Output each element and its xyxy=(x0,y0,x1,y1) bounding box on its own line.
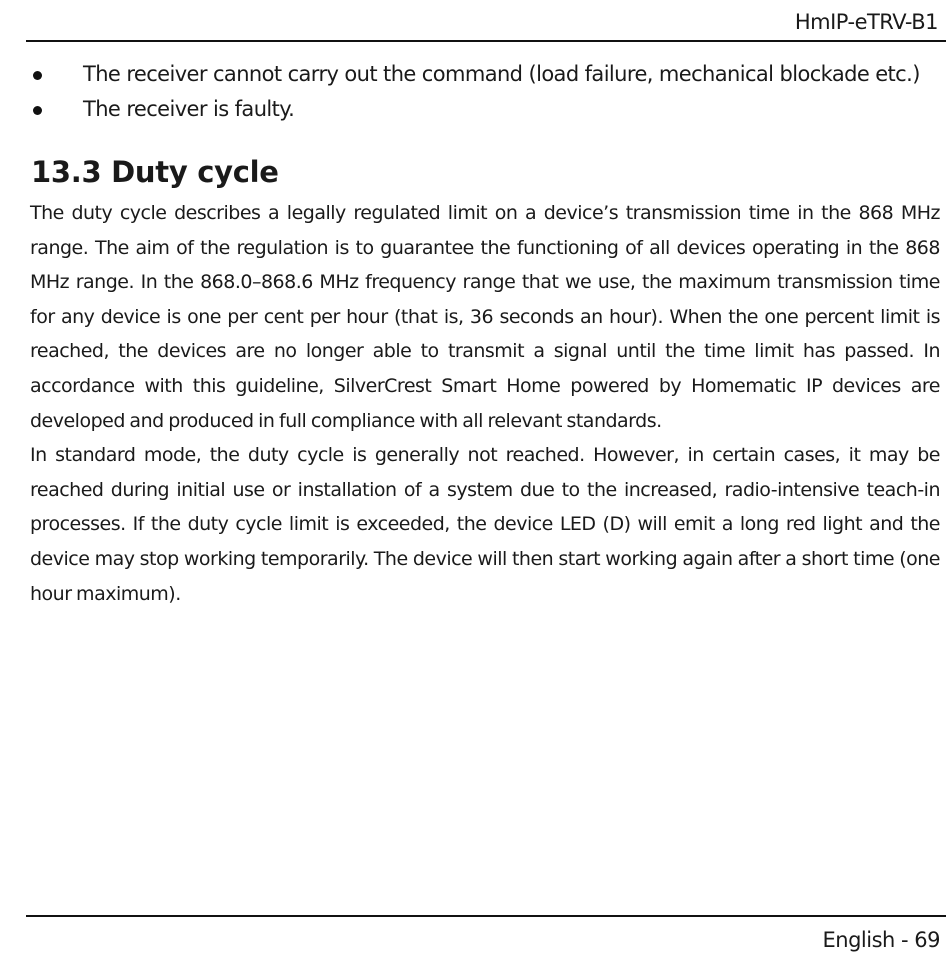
bullet-icon xyxy=(33,106,42,115)
bullet-list xyxy=(30,57,942,127)
list-item xyxy=(30,92,942,127)
footer-divider xyxy=(26,915,946,917)
list-item-text: The receiver is faulty. xyxy=(83,97,295,121)
section-heading: 13.3 Duty cycle xyxy=(31,155,279,189)
header-model-code: HmIP-eTRV-B1 xyxy=(794,10,938,34)
list-item xyxy=(30,57,942,92)
list-item-text: The receiver cannot carry out the command (load failure, mechanical blockade etc.) xyxy=(83,62,920,86)
bullet-icon xyxy=(33,71,42,80)
header-divider xyxy=(26,40,946,42)
paragraph: In standard mode, the duty cycle is generally not reached. However, in certain cases, it may be reached during initial use or installation of a system due to the increased, radio-intensive teach-in processes. If the duty cycle limit is exceeded, the device LED (D) will emit a long red light and the device may stop working temporarily. The device will then start working again after a short time (one hour maximum). xyxy=(30,444,940,605)
section-body xyxy=(30,196,940,611)
paragraph: The duty cycle describes a legally regulated limit on a device’s transmission time in the 868 MHz range. The aim of the regulation is to guarantee the functioning of all devices operating in the 868 MHz range. In the 868.0–868.6 MHz frequency range that we use, the maximum transmission time for any device is one per cent per hour (that is, 36 seconds an hour). When the one percent limit is reached, the devices are no longer able to transmit a signal until the time limit has passed. In accordance with this guideline, SilverCrest Smart Home powered by Homematic IP devices are developed and produced in full compliance with all relevant standards. xyxy=(30,202,940,432)
page-footer: English - 69 xyxy=(822,928,940,952)
